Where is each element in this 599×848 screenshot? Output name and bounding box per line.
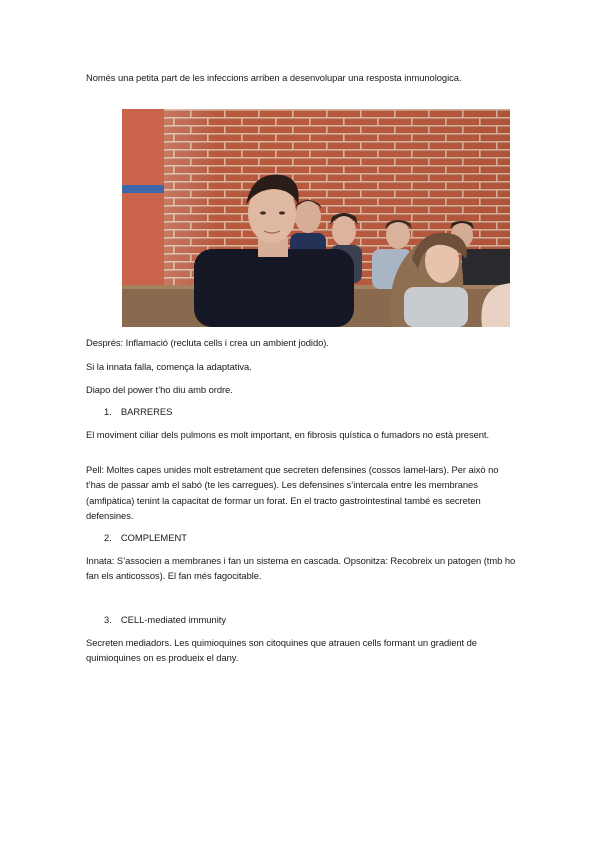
paragraph-innata: Innata: S’associen a membranes i fan un sistema en cascada. Opsonitza: Recobreix un patogen (tmb ho fan els anticossos). El fan més fagocitable. [86, 555, 516, 582]
section-number: 3. [104, 614, 112, 625]
section-title: BARRERES [120, 406, 173, 417]
paragraph-pell: Pell: Moltes capes unides molt estretament que secreten defensines (cossos lamel-lars). Per això no t’has de passar amb el sabó (te les carregues). Les defensines s’intercala entre les membranes (amfipàtica) tenint la capacitat de formar un forat. En el tracto gastrointestinal també es secreten defensines. [86, 464, 499, 522]
classroom-photo [122, 109, 510, 327]
paragraph-innata-falla: Si la innata falla, comença la adaptativa. [86, 361, 252, 372]
paragraph-diapo: Diapo del power t’ho diu amb ordre. [86, 384, 233, 395]
paragraph-secreten: Secreten mediadors. Les quimioquines son citoquines que atrauen cells formant un gradient de quimioquines on es produeix el dany. [86, 637, 477, 664]
section-title: CELL-mediated immunity [120, 614, 227, 625]
section-heading-barreres [104, 404, 172, 419]
section-heading-cell-mediated [104, 612, 226, 627]
paragraph-intro: Només una petita part de les infeccions arriben a desenvolupar una resposta inmunologica. [86, 72, 462, 83]
section-number: 1. [104, 406, 112, 417]
section-number: 2. [104, 532, 112, 543]
paragraph-despres: Després: Inflamació (recluta cells i crea un ambient jodido). [86, 337, 329, 348]
paragraph-moviment: El moviment ciliar dels pulmons es molt important, en fibrosis quística o fumadors no està present. [86, 429, 490, 440]
section-heading-complement [104, 530, 187, 545]
section-title: COMPLEMENT [120, 532, 187, 543]
photo-illustration [122, 109, 510, 327]
